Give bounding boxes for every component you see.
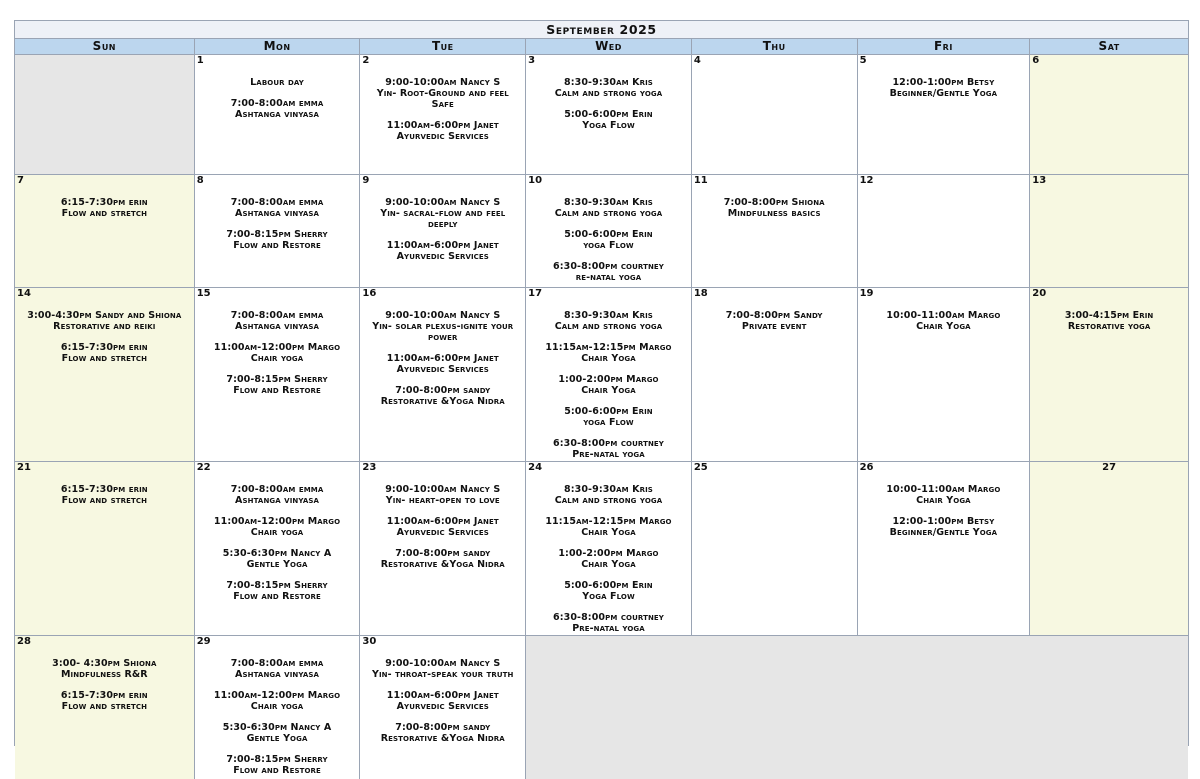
event-time: 8:30-9:30am Kris bbox=[564, 484, 653, 495]
event-item[interactable] bbox=[361, 722, 524, 744]
dow-mon: Mon bbox=[195, 39, 361, 54]
week-row bbox=[15, 288, 1188, 462]
dow-sun: Sun bbox=[15, 39, 195, 54]
event-detail: Ayurvedic Services bbox=[396, 527, 489, 538]
event-time: 6:30-8:00pm courtney bbox=[553, 612, 664, 623]
calendar bbox=[14, 20, 1189, 776]
day-number: 19 bbox=[859, 288, 874, 299]
event-detail: Private event bbox=[741, 321, 807, 332]
event-item[interactable] bbox=[693, 197, 856, 219]
event-item[interactable] bbox=[16, 658, 193, 680]
event-detail: Gentle Yoga bbox=[246, 559, 308, 570]
event-time: 5:00-6:00pm Erin bbox=[564, 406, 653, 417]
event-detail: Calm and strong yoga bbox=[554, 495, 663, 506]
event-time: 7:00-8:00pm sandy bbox=[395, 722, 491, 733]
event-item[interactable] bbox=[361, 240, 524, 262]
event-time: 8:30-9:30am Kris bbox=[564, 77, 653, 88]
event-item[interactable] bbox=[527, 229, 690, 251]
event-detail: re-natal yoga bbox=[575, 272, 642, 283]
event-time: 7:00-8:00pm sandy bbox=[395, 385, 491, 396]
day-number: 27 bbox=[1102, 462, 1117, 473]
event-list bbox=[361, 658, 524, 754]
event-detail: Chair Yoga bbox=[581, 385, 636, 396]
event-item[interactable] bbox=[361, 77, 524, 110]
event-time: 7:00-8:15pm Sherry bbox=[226, 374, 328, 385]
day-cell-empty[interactable] bbox=[15, 55, 195, 174]
day-cell-6[interactable] bbox=[1030, 55, 1188, 174]
event-time: 3:00-4:15pm Erin bbox=[1064, 310, 1154, 321]
event-list bbox=[196, 658, 359, 779]
event-detail: Flow and stretch bbox=[61, 701, 148, 712]
event-time: 9:00-10:00am Nancy S bbox=[385, 658, 501, 669]
event-time: 8:30-9:30am Kris bbox=[564, 310, 653, 321]
event-list bbox=[196, 77, 359, 130]
event-detail: Yoga Flow bbox=[582, 120, 635, 131]
event-detail: Calm and strong yoga bbox=[554, 208, 663, 219]
day-number: 20 bbox=[1032, 288, 1047, 299]
day-cell-9[interactable] bbox=[360, 175, 526, 287]
day-number: 3 bbox=[528, 55, 536, 66]
event-detail: Flow and stretch bbox=[61, 353, 148, 364]
event-list bbox=[16, 197, 193, 229]
day-number: 1 bbox=[196, 55, 204, 66]
event-detail: Chair Yoga bbox=[916, 495, 971, 506]
event-time: 9:00-10:00am Nancy S bbox=[385, 310, 501, 321]
day-cell-29[interactable] bbox=[195, 636, 361, 779]
day-number: 26 bbox=[859, 462, 874, 473]
event-detail: Mindfulness basics bbox=[727, 208, 821, 219]
event-item[interactable] bbox=[1031, 310, 1187, 332]
dow-thu: Thu bbox=[692, 39, 858, 54]
day-cell-23[interactable] bbox=[360, 462, 526, 635]
event-time: 7:00-8:00pm Sandy bbox=[725, 310, 823, 321]
event-item[interactable] bbox=[196, 754, 359, 776]
event-item[interactable] bbox=[361, 548, 524, 570]
event-time: 5:00-6:00pm Erin bbox=[564, 580, 653, 591]
event-list bbox=[527, 484, 690, 635]
event-time: 5:00-6:00pm Erin bbox=[564, 229, 653, 240]
event-time: 11:15am-12:15pm Margo bbox=[545, 516, 672, 527]
event-item[interactable] bbox=[196, 484, 359, 506]
event-time: 7:00-8:00pm sandy bbox=[395, 548, 491, 559]
event-time: 9:00-10:00am Nancy S bbox=[385, 484, 501, 495]
event-time: 9:00-10:00am Nancy S bbox=[385, 77, 501, 88]
event-detail: Restorative &Yoga Nidra bbox=[380, 733, 505, 744]
event-time: 11:00am-12:00pm Margo bbox=[213, 516, 341, 527]
day-number: 25 bbox=[693, 462, 708, 473]
event-item[interactable] bbox=[196, 516, 359, 538]
event-item[interactable] bbox=[196, 374, 359, 396]
event-item[interactable] bbox=[527, 548, 690, 570]
event-time: 7:00-8:00pm Shiona bbox=[723, 197, 825, 208]
day-number: 17 bbox=[528, 288, 543, 299]
event-time: 7:00-8:00am emma bbox=[230, 310, 324, 321]
event-item[interactable] bbox=[527, 261, 690, 283]
event-detail: Ashtanga vinyasa bbox=[235, 321, 320, 332]
event-detail: Chair Yoga bbox=[581, 353, 636, 364]
event-detail: Ayurvedic Services bbox=[396, 131, 489, 142]
day-cell-11[interactable] bbox=[692, 175, 858, 287]
event-item[interactable] bbox=[859, 310, 1029, 332]
day-cell-20[interactable] bbox=[1030, 288, 1188, 461]
event-list bbox=[196, 197, 359, 261]
event-time: 10:00-11:00am Margo bbox=[886, 310, 1001, 321]
event-time: 7:00-8:00am emma bbox=[230, 197, 324, 208]
event-detail: Flow and stretch bbox=[61, 208, 148, 219]
event-detail: Ayurvedic Services bbox=[396, 701, 489, 712]
event-item[interactable] bbox=[361, 197, 524, 230]
event-detail: Ayurvedic Services bbox=[396, 364, 489, 375]
day-number: 10 bbox=[528, 175, 543, 186]
day-cell-17[interactable] bbox=[526, 288, 692, 461]
day-number: 6 bbox=[1032, 55, 1040, 66]
event-time: 7:00-8:00am emma bbox=[230, 98, 324, 109]
day-cell-25[interactable] bbox=[692, 462, 858, 635]
event-time: 8:30-9:30am Kris bbox=[564, 197, 653, 208]
event-list bbox=[859, 484, 1029, 548]
day-number: 24 bbox=[528, 462, 543, 473]
event-item[interactable] bbox=[527, 342, 690, 364]
event-detail: Calm and strong yoga bbox=[554, 321, 663, 332]
event-item[interactable] bbox=[527, 438, 690, 460]
event-item[interactable] bbox=[527, 109, 690, 131]
event-list bbox=[527, 310, 690, 461]
event-item[interactable] bbox=[361, 353, 524, 375]
event-list bbox=[361, 197, 524, 272]
calendar-grid bbox=[15, 55, 1188, 776]
event-detail: Flow and Restore bbox=[233, 765, 321, 776]
event-time: 5:30-6:30pm Nancy A bbox=[222, 722, 332, 733]
event-item[interactable] bbox=[527, 516, 690, 538]
day-number: 21 bbox=[17, 462, 31, 473]
event-detail: Restorative and reiki bbox=[53, 321, 156, 332]
event-time: 7:00-8:00am emma bbox=[230, 658, 324, 669]
event-time: Labour day bbox=[250, 77, 304, 88]
day-cell-8[interactable] bbox=[195, 175, 361, 287]
event-detail: Yin- heart-open to love bbox=[385, 495, 500, 506]
event-item[interactable] bbox=[527, 484, 690, 506]
week-row bbox=[15, 55, 1188, 175]
event-detail: Chair yoga bbox=[250, 353, 304, 364]
event-item[interactable] bbox=[196, 580, 359, 602]
event-item[interactable] bbox=[196, 658, 359, 680]
event-item[interactable] bbox=[527, 197, 690, 219]
day-cell-26[interactable] bbox=[858, 462, 1031, 635]
dow-tue: Tue bbox=[360, 39, 526, 54]
event-time: 12:00-1:00pm Betsy bbox=[892, 77, 995, 88]
week-row bbox=[15, 175, 1188, 288]
event-detail: Chair yoga bbox=[250, 527, 304, 538]
event-item[interactable] bbox=[361, 658, 524, 680]
event-item[interactable] bbox=[16, 690, 193, 712]
event-item[interactable] bbox=[16, 342, 193, 364]
event-detail: Beginner/Gentle Yoga bbox=[889, 527, 998, 538]
day-cell-13[interactable] bbox=[1030, 175, 1188, 287]
event-detail: Restorative yoga bbox=[1067, 321, 1151, 332]
event-list bbox=[361, 484, 524, 580]
event-detail: Beginner/Gentle Yoga bbox=[889, 88, 998, 99]
day-number: 7 bbox=[17, 175, 24, 186]
event-time: 11:00am-12:00pm Margo bbox=[213, 690, 341, 701]
event-detail: Flow and Restore bbox=[233, 385, 321, 396]
event-list bbox=[361, 310, 524, 417]
day-cell-24[interactable] bbox=[526, 462, 692, 635]
event-time: 1:00-2:00pm Margo bbox=[558, 374, 659, 385]
event-list bbox=[361, 77, 524, 152]
event-time: 6:15-7:30pm erin bbox=[60, 690, 148, 701]
day-number: 9 bbox=[362, 175, 370, 186]
event-time: 5:30-6:30pm Nancy A bbox=[222, 548, 332, 559]
event-time: 11:00am-6:00pm Janet bbox=[386, 353, 499, 364]
event-item[interactable] bbox=[196, 548, 359, 570]
event-detail: Yin- throat-speak your truth bbox=[372, 669, 514, 680]
event-detail: Safe bbox=[431, 99, 454, 110]
day-number: 16 bbox=[362, 288, 377, 299]
event-item[interactable] bbox=[527, 310, 690, 332]
event-list bbox=[16, 310, 193, 374]
day-number: 5 bbox=[859, 55, 867, 66]
day-number: 2 bbox=[362, 55, 370, 66]
event-detail: Yin- Root-Ground and feel bbox=[376, 88, 509, 99]
day-number: 4 bbox=[693, 55, 701, 66]
event-item[interactable] bbox=[196, 310, 359, 332]
event-time: 9:00-10:00am Nancy S bbox=[385, 197, 501, 208]
day-number: 18 bbox=[693, 288, 708, 299]
day-number: 23 bbox=[362, 462, 377, 473]
day-number: 13 bbox=[1032, 175, 1047, 186]
day-cell-4[interactable] bbox=[692, 55, 858, 174]
event-item[interactable] bbox=[361, 385, 524, 407]
event-detail: Restorative &Yoga Nidra bbox=[380, 396, 505, 407]
day-cell-1[interactable] bbox=[195, 55, 361, 174]
event-list bbox=[1031, 310, 1187, 342]
day-cell-5[interactable] bbox=[858, 55, 1031, 174]
day-number: 22 bbox=[196, 462, 211, 473]
event-item[interactable] bbox=[16, 197, 193, 219]
event-item[interactable] bbox=[361, 484, 524, 506]
event-item[interactable] bbox=[196, 690, 359, 712]
days-of-week-header bbox=[15, 39, 1188, 55]
event-time: 6:15-7:30pm erin bbox=[60, 197, 148, 208]
event-item[interactable] bbox=[859, 77, 1029, 99]
event-time: 7:00-8:00am emma bbox=[230, 484, 324, 495]
event-detail: Ashtanga vinyasa bbox=[235, 109, 320, 120]
event-detail: Yin- sacral-flow and feel bbox=[380, 208, 506, 219]
event-item[interactable] bbox=[527, 77, 690, 99]
event-item[interactable] bbox=[16, 484, 193, 506]
event-list bbox=[527, 197, 690, 287]
day-cell-7[interactable] bbox=[15, 175, 195, 287]
event-list bbox=[693, 197, 856, 229]
calendar-title: September 2025 bbox=[15, 21, 1188, 39]
day-cell-19[interactable] bbox=[858, 288, 1031, 461]
day-number: 15 bbox=[196, 288, 211, 299]
event-detail: Gentle Yoga bbox=[246, 733, 308, 744]
dow-wed: Wed bbox=[526, 39, 692, 54]
event-time: 11:00am-6:00pm Janet bbox=[386, 120, 499, 131]
day-cell-2[interactable] bbox=[360, 55, 526, 174]
event-detail: Calm and strong yoga bbox=[554, 88, 663, 99]
event-list bbox=[693, 310, 856, 342]
event-item[interactable] bbox=[16, 310, 193, 332]
event-time: 6:30-8:00pm courtney bbox=[553, 261, 664, 272]
day-cell-10[interactable] bbox=[526, 175, 692, 287]
event-item[interactable] bbox=[693, 310, 856, 332]
event-time: 12:00-1:00pm Betsy bbox=[892, 516, 995, 527]
event-item[interactable] bbox=[361, 310, 524, 343]
event-detail: Yoga Flow bbox=[582, 591, 635, 602]
event-item[interactable] bbox=[361, 120, 524, 142]
day-number: 29 bbox=[196, 636, 211, 647]
event-detail: Mindfulness R&R bbox=[60, 669, 148, 680]
event-item[interactable] bbox=[527, 580, 690, 602]
event-list bbox=[16, 658, 193, 722]
event-time: 7:00-8:15pm Sherry bbox=[226, 754, 328, 765]
week-row bbox=[15, 462, 1188, 636]
event-list bbox=[196, 484, 359, 612]
event-time: 7:00-8:15pm Sherry bbox=[226, 580, 328, 591]
event-detail: yoga Flow bbox=[583, 417, 634, 428]
day-cell-3[interactable] bbox=[526, 55, 692, 174]
event-detail: Pre-natal yoga bbox=[572, 623, 645, 634]
event-time: 7:00-8:15pm Sherry bbox=[226, 229, 328, 240]
event-time: 11:15am-12:15pm Margo bbox=[545, 342, 672, 353]
event-detail: deeply bbox=[427, 219, 458, 230]
event-detail: Yin- solar plexus-ignite your bbox=[372, 321, 514, 332]
event-detail: Flow and Restore bbox=[233, 240, 321, 251]
day-cell-30[interactable] bbox=[360, 636, 526, 779]
event-time: 3:00-4:30pm Sandy and Shiona bbox=[27, 310, 182, 321]
day-number: 12 bbox=[859, 175, 874, 186]
week-row bbox=[15, 636, 1188, 779]
event-list bbox=[16, 484, 193, 516]
day-cell-16[interactable] bbox=[360, 288, 526, 461]
event-time: 5:00-6:00pm Erin bbox=[564, 109, 653, 120]
event-detail: yoga Flow bbox=[583, 240, 634, 251]
event-detail: Chair yoga bbox=[250, 701, 304, 712]
event-detail: Restorative &Yoga Nidra bbox=[380, 559, 505, 570]
event-detail: Ashtanga vinyasa bbox=[235, 208, 320, 219]
day-number: 14 bbox=[17, 288, 31, 299]
event-time: 11:00am-12:00pm Margo bbox=[213, 342, 341, 353]
event-time: 1:00-2:00pm Margo bbox=[558, 548, 659, 559]
event-item[interactable] bbox=[527, 612, 690, 634]
event-detail: Chair Yoga bbox=[916, 321, 971, 332]
day-cell-12[interactable] bbox=[858, 175, 1031, 287]
event-detail: Flow and stretch bbox=[61, 495, 148, 506]
day-cell-14[interactable] bbox=[15, 288, 195, 461]
event-time: 6:30-8:00pm courtney bbox=[553, 438, 664, 449]
day-number: 28 bbox=[17, 636, 31, 647]
event-time: 11:00am-6:00pm Janet bbox=[386, 240, 499, 251]
day-cell-28[interactable] bbox=[15, 636, 195, 779]
event-item[interactable] bbox=[859, 484, 1029, 506]
event-item[interactable] bbox=[196, 722, 359, 744]
event-time: 6:15-7:30pm erin bbox=[60, 484, 148, 495]
event-time: 10:00-11:00am Margo bbox=[886, 484, 1001, 495]
day-cell-21[interactable] bbox=[15, 462, 195, 635]
event-time: 6:15-7:30pm erin bbox=[60, 342, 148, 353]
event-detail: Ayurvedic Services bbox=[396, 251, 489, 262]
event-detail: Chair Yoga bbox=[581, 527, 636, 538]
day-number: 8 bbox=[196, 175, 204, 186]
event-item[interactable] bbox=[196, 342, 359, 364]
event-list bbox=[859, 310, 1029, 342]
event-detail: Chair Yoga bbox=[581, 559, 636, 570]
day-cell-18[interactable] bbox=[692, 288, 858, 461]
event-list bbox=[527, 77, 690, 141]
event-detail: Ashtanga vinyasa bbox=[235, 495, 320, 506]
day-cell-27[interactable] bbox=[1030, 462, 1188, 635]
day-cell-empty bbox=[526, 636, 1188, 779]
event-detail: Ashtanga vinyasa bbox=[235, 669, 320, 680]
event-item[interactable] bbox=[527, 374, 690, 396]
event-item[interactable] bbox=[859, 516, 1029, 538]
event-item[interactable] bbox=[361, 690, 524, 712]
event-item[interactable] bbox=[196, 77, 359, 88]
event-item[interactable] bbox=[196, 197, 359, 219]
event-list bbox=[196, 310, 359, 406]
event-item[interactable] bbox=[196, 98, 359, 120]
day-number: 11 bbox=[693, 175, 708, 186]
event-detail: power bbox=[428, 332, 458, 343]
dow-sat: Sat bbox=[1098, 39, 1120, 53]
event-detail: Flow and Restore bbox=[233, 591, 321, 602]
event-detail: Pre-natal yoga bbox=[572, 449, 645, 460]
event-time: 11:00am-6:00pm Janet bbox=[386, 516, 499, 527]
day-number: 30 bbox=[362, 636, 377, 647]
event-item[interactable] bbox=[527, 406, 690, 428]
event-time: 11:00am-6:00pm Janet bbox=[386, 690, 499, 701]
day-cell-15[interactable] bbox=[195, 288, 361, 461]
event-item[interactable] bbox=[361, 516, 524, 538]
event-time: 3:00- 4:30pm Shiona bbox=[52, 658, 157, 669]
event-item[interactable] bbox=[196, 229, 359, 251]
dow-fri: Fri bbox=[858, 39, 1031, 54]
day-cell-22[interactable] bbox=[195, 462, 361, 635]
event-list bbox=[859, 77, 1029, 109]
